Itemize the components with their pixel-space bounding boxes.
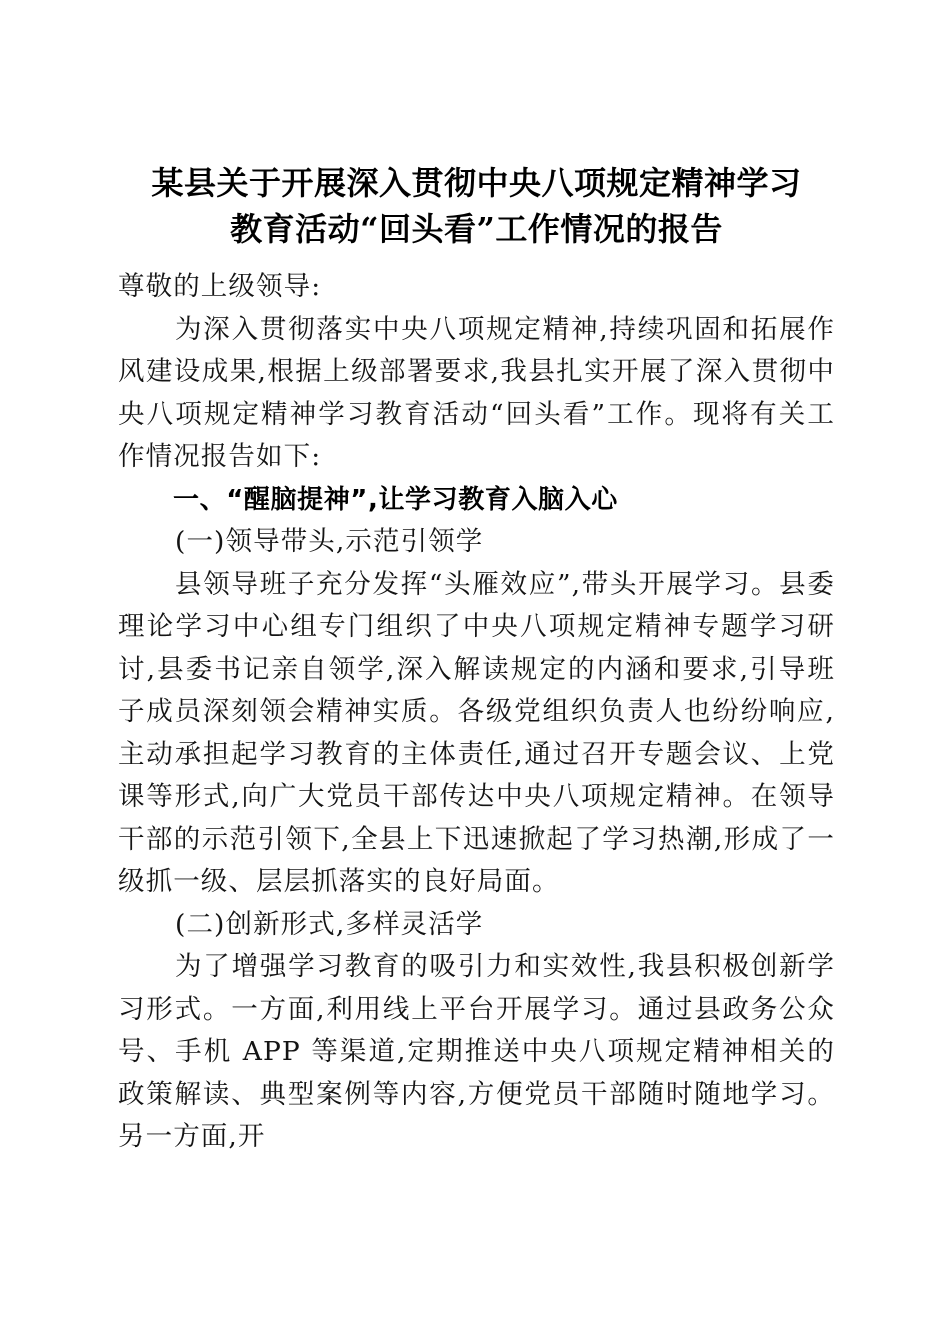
paragraph-1-2-body: 为了增强学习教育的吸引力和实效性,我县积极创新学习形式。一方面,利用线上平台开展学习。通过县政务公众号、手机 APP 等渠道,定期推送中央八项规定精神相关的政策解读、典型案例等内容,方便党员干部随时随地学习。另一方面,开 <box>118 951 835 1152</box>
document-content <box>118 160 835 1159</box>
subsection-heading-1-1: (一)领导带头,示范引领学 <box>175 526 484 557</box>
page-title <box>118 160 835 252</box>
paragraph-intro: 为深入贯彻落实中央八项规定精神,持续巩固和拓展作风建设成果,根据上级部署要求,我县扎实开展了深入贯彻中央八项规定精神学习教育活动“回头看”工作。现将有关工作情况报告如下: <box>118 313 835 472</box>
paragraph-1-1-body: 县领导班子充分发挥“头雁效应”,带头开展学习。县委理论学习中心组专门组织了中央八项规定精神专题学习研讨,县委书记亲自领学,深入解读规定的内涵和要求,引导班子成员深刻领会精神实质。各级党组织负责人也纷纷响应,主动承担起学习教育的主体责任,通过召开专题会议、上党课等形式,向广大党员干部传达中央八项规定精神。在领导干部的示范引领下,全县上下迅速掀起了学习热潮,形成了一级抓一级、层层抓落实的良好局面。 <box>118 568 835 897</box>
subsection-heading-1-2: (二)创新形式,多样灵活学 <box>175 908 484 940</box>
page-title-line-2: 教育活动“回头看”工作情况的报告 <box>230 210 723 248</box>
section-heading-1: 一、“醒脑提神”,让学习教育入脑入心 <box>173 484 618 515</box>
salutation: 尊敬的上级领导: <box>118 271 322 302</box>
page-title-line-1: 某县关于开展深入贯彻中央八项规定精神学习 <box>151 164 802 202</box>
